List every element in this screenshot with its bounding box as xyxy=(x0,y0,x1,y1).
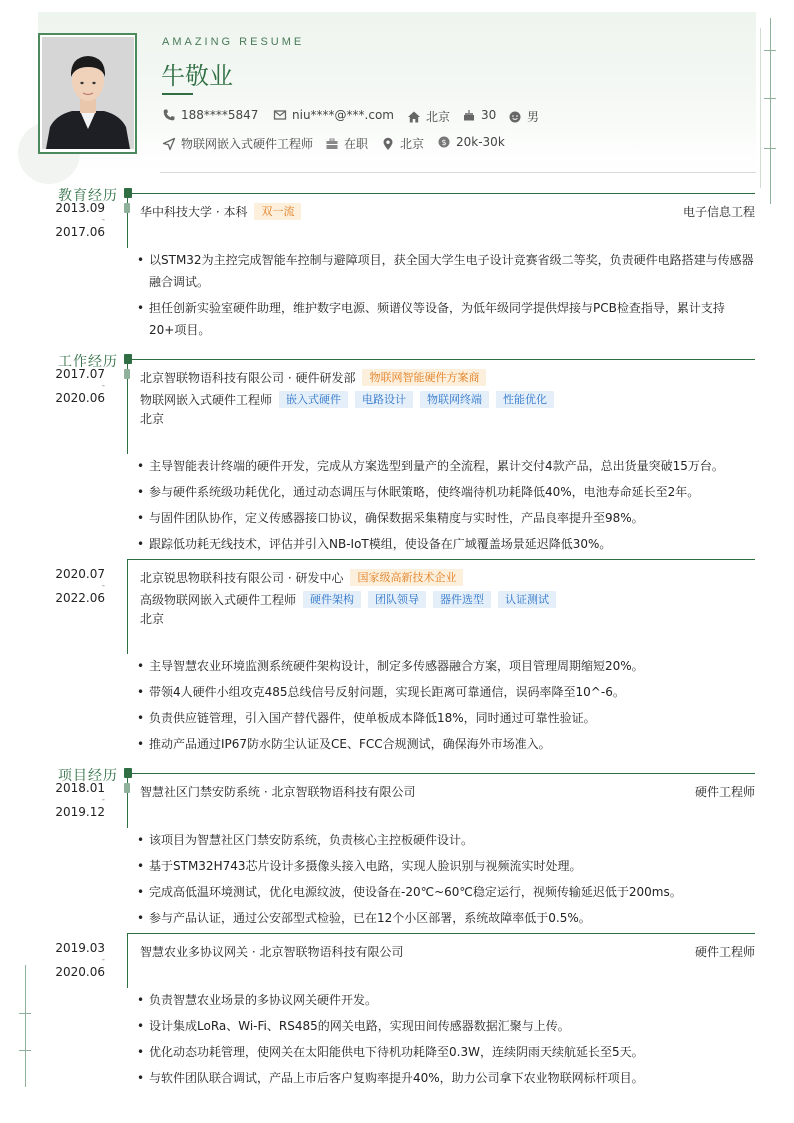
date-dash: - xyxy=(101,795,105,805)
city-info xyxy=(407,108,450,125)
work-end-date: 2022.06 xyxy=(55,591,105,605)
salary-text: 20k-30k xyxy=(456,135,505,149)
section-title-education: 教育经历 xyxy=(58,188,118,204)
list-item: • 推动产品通过IP67防水防尘认证及CE、FCC合规测试，确保海外市场准入。 xyxy=(137,733,761,755)
status-text: 在职 xyxy=(344,137,369,151)
decorative-line xyxy=(760,28,761,188)
work-bullets xyxy=(137,455,761,555)
decorative-tick xyxy=(19,1050,31,1051)
candidate-name: 牛敬业 xyxy=(161,62,233,90)
company-tag: 物联网智能硬件方案商 xyxy=(362,369,486,386)
skill-tag: 嵌入式硬件 xyxy=(279,391,348,408)
date-dash: - xyxy=(101,381,105,391)
section-divider xyxy=(132,359,755,360)
entry-divider xyxy=(128,559,755,560)
avatar xyxy=(42,37,134,149)
gender-text: 男 xyxy=(527,110,540,124)
email-text: niu****@***.com xyxy=(292,108,394,122)
mail-icon xyxy=(273,108,287,122)
section-title-projects: 项目经历 xyxy=(58,768,118,784)
school-name: 华中科技大学 · 本科 xyxy=(140,205,248,219)
phone-text: 188****5847 xyxy=(181,108,259,122)
edu-bullets xyxy=(137,249,761,341)
skill-tag: 器件选型 xyxy=(433,591,491,608)
edu-end-date: 2017.06 xyxy=(55,225,105,239)
list-item: • 设计集成LoRa、Wi-Fi、RS485的网关电路，实现田间传感器数据汇聚与上传。 xyxy=(137,1015,761,1037)
section-marker xyxy=(124,354,132,364)
decorative-tick xyxy=(764,148,776,149)
date-dash: - xyxy=(101,581,105,591)
target-city-text: 北京 xyxy=(400,137,425,151)
salary-info xyxy=(437,135,505,149)
city-text: 北京 xyxy=(426,110,451,124)
status-info xyxy=(325,135,368,152)
target-job-info xyxy=(162,135,313,152)
project-role: 硬件工程师 xyxy=(694,945,755,959)
target-city-info xyxy=(381,135,424,152)
list-item: • 主导智能表计终端的硬件开发，完成从方案选型到量产的全流程，累计交付4款产品，总出货量突破15万台。 xyxy=(137,455,761,477)
list-item: • 带领4人硬件小组攻克485总线信号反射问题，实现长距离可靠通信，误码率降至10^-6。 xyxy=(137,681,761,703)
project-bullets xyxy=(137,829,761,929)
location-pin-icon xyxy=(381,137,395,151)
timeline-line xyxy=(127,559,128,654)
list-item: • 主导智慧农业环境监测系统硬件架构设计，制定多传感器融合方案，项目管理周期缩短20%。 xyxy=(137,655,761,677)
list-item: • 负责供应链管理，引入国产替代器件，使单板成本降低18%，同时通过可靠性验证。 xyxy=(137,707,761,729)
list-item: • 参与产品认证，通过公安部型式检验，已在12个小区部署，系统故障率低于0.5%。 xyxy=(137,907,761,929)
list-item: • 与软件团队联合调试，产品上市后客户复购率提升40%，助力公司拿下农业物联网标杆项目。 xyxy=(137,1067,761,1089)
skill-tag: 电路设计 xyxy=(355,391,413,408)
edu-start-date: 2013.09 xyxy=(55,201,105,215)
avatar-illustration xyxy=(42,37,134,149)
list-item: • 跟踪低功耗无线技术，评估并引入NB-IoT模组，使设备在广域覆盖场景延迟降低30%。 xyxy=(137,533,761,555)
money-icon xyxy=(437,135,451,149)
role-title: 高级物联网嵌入式硬件工程师 xyxy=(140,593,297,607)
date-dash: - xyxy=(101,215,105,225)
school-tag: 双一流 xyxy=(254,203,301,220)
section-title-work: 工作经历 xyxy=(58,354,118,370)
date-dash: - xyxy=(101,955,105,965)
home-icon xyxy=(407,110,421,124)
project-role: 硬件工程师 xyxy=(694,785,755,799)
role-title: 物联网嵌入式硬件工程师 xyxy=(140,393,273,407)
work-role xyxy=(140,591,556,608)
skill-tag: 认证测试 xyxy=(498,591,556,608)
project-start-date: 2019.03 xyxy=(55,941,105,955)
gender-info xyxy=(508,108,539,125)
svg-text:$: $ xyxy=(441,138,447,147)
send-icon xyxy=(162,137,176,151)
skill-tag: 团队领导 xyxy=(368,591,426,608)
age-text: 30 xyxy=(481,108,497,122)
section-marker xyxy=(124,188,132,198)
name-underline xyxy=(162,93,193,95)
timeline-marker xyxy=(124,369,130,379)
project-end-date: 2019.12 xyxy=(55,805,105,819)
timeline-line xyxy=(127,933,128,988)
list-item: • 担任创新实验室硬件助理，维护数字电源、频谱仪等设备，为低年级同学提供焊接与PCB检查指导，累计支持20+项目。 xyxy=(137,297,761,341)
list-item: • 负责智慧农业场景的多协议网关硬件开发。 xyxy=(137,989,761,1011)
decorative-line xyxy=(25,965,26,1087)
project-name: 智慧农业多协议网关 · 北京智联物语科技有限公司 xyxy=(140,945,404,959)
company-tag: 国家级高新技术企业 xyxy=(350,569,463,586)
work-location: 北京 xyxy=(140,412,165,426)
list-item: • 参与硬件系统级功耗优化，通过动态调压与休眠策略，使终端待机功耗降低40%，电池寿命延长至2年。 xyxy=(137,481,761,503)
skill-tag: 硬件架构 xyxy=(303,591,361,608)
work-start-date: 2017.07 xyxy=(55,367,105,381)
decorative-tick xyxy=(19,1013,31,1014)
work-company xyxy=(140,369,486,386)
list-item: • 该项目为智慧社区门禁安防系统，负责核心主控板硬件设计。 xyxy=(137,829,761,851)
project-name: 智慧社区门禁安防系统 · 北京智联物语科技有限公司 xyxy=(140,785,416,799)
skill-tag: 物联网终端 xyxy=(420,391,489,408)
age-info xyxy=(462,108,496,122)
briefcase-icon xyxy=(325,137,339,151)
skill-tag: 性能优化 xyxy=(496,391,554,408)
work-end-date: 2020.06 xyxy=(55,391,105,405)
decorative-tick xyxy=(764,50,776,51)
decorative-line xyxy=(770,18,771,204)
smile-icon xyxy=(508,110,522,124)
project-bullets xyxy=(137,989,761,1089)
resume-kicker: AMAZING RESUME xyxy=(162,36,305,48)
target-job-text: 物联网嵌入式硬件工程师 xyxy=(181,137,314,151)
edu-major: 电子信息工程 xyxy=(682,205,755,219)
list-item: • 优化动态功耗管理，使网关在太阳能供电下待机功耗降至0.3W，连续阴雨天续航延长至5天。 xyxy=(137,1041,761,1063)
section-divider xyxy=(132,773,755,774)
company-name: 北京智联物语科技有限公司 · 硬件研发部 xyxy=(140,371,356,385)
list-item: • 基于STM32H743芯片设计多摄像头接入电路，实现人脸识别与视频流实时处理。 xyxy=(137,855,761,877)
list-item: • 完成高低温环境测试，优化电源纹波，使设备在-20℃~60℃稳定运行，视频传输延迟低于200ms。 xyxy=(137,881,761,903)
cake-icon xyxy=(462,108,476,122)
phone-icon xyxy=(162,108,176,122)
phone-info xyxy=(162,108,258,122)
project-end-date: 2020.06 xyxy=(55,965,105,979)
section-divider xyxy=(132,193,755,194)
project-start-date: 2018.01 xyxy=(55,781,105,795)
timeline-marker xyxy=(124,783,130,793)
decorative-tick xyxy=(764,98,776,99)
timeline-marker xyxy=(124,203,130,213)
edu-school xyxy=(140,203,301,220)
header-divider xyxy=(160,172,756,173)
email-info xyxy=(273,108,394,122)
list-item: • 与固件团队协作，定义传感器接口协议，确保数据采集精度与实时性，产品良率提升至98%。 xyxy=(137,507,761,529)
work-bullets xyxy=(137,655,761,755)
work-start-date: 2020.07 xyxy=(55,567,105,581)
company-name: 北京锐思物联科技有限公司 · 研发中心 xyxy=(140,571,344,585)
work-company xyxy=(140,569,463,586)
list-item: • 以STM32为主控完成智能车控制与避障项目，获全国大学生电子设计竞赛省级二等奖，负责硬件电路搭建与传感器融合调试。 xyxy=(137,249,761,293)
work-location: 北京 xyxy=(140,612,165,626)
entry-divider xyxy=(128,933,755,934)
work-role xyxy=(140,391,554,408)
section-marker xyxy=(124,768,132,778)
